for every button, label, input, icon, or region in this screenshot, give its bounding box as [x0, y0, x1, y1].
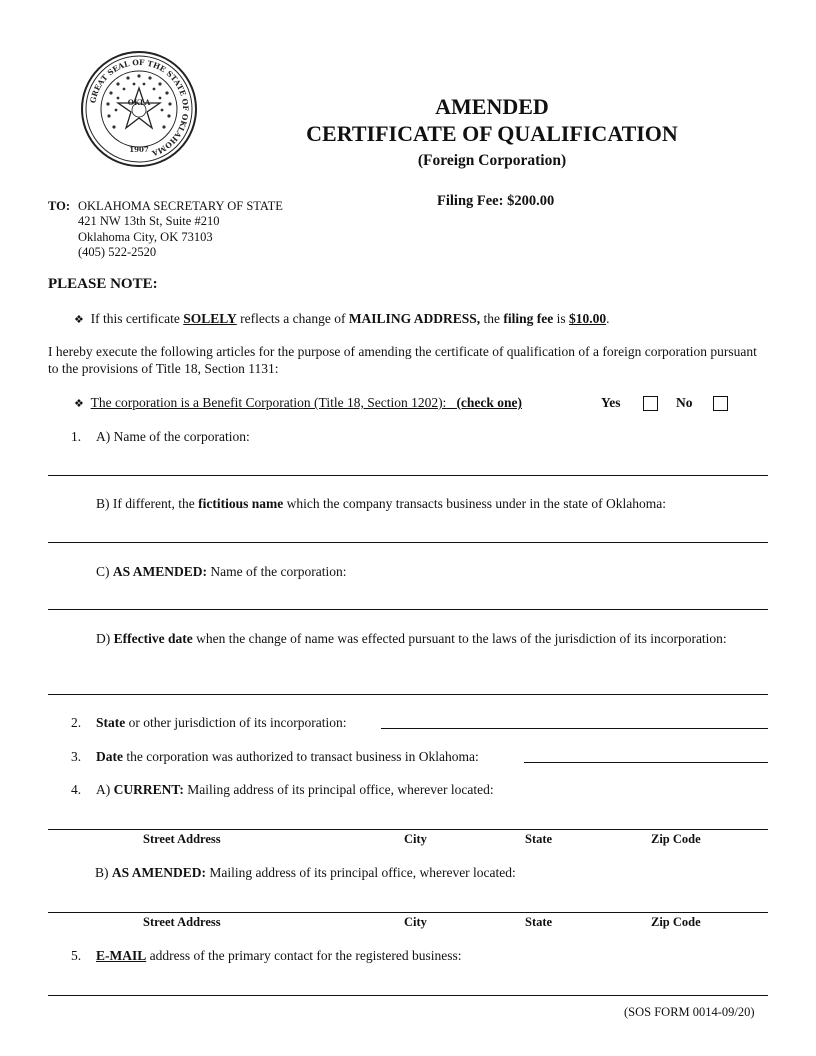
- item-2-number: 2.: [71, 715, 82, 730]
- current-city-header: City: [404, 832, 427, 846]
- amended-address-field[interactable]: [48, 912, 768, 913]
- item-5-label: E-MAIL address of the primary contact for the registered business:: [96, 948, 462, 963]
- form-id: (SOS FORM 0014-09/20): [624, 1005, 755, 1019]
- item-1b-label: B) If different, the fictitious name which the company transacts business under in the state of Oklahoma:: [96, 496, 666, 511]
- please-note-heading: PLEASE NOTE:: [48, 276, 158, 292]
- diamond-bullet-icon: ❖: [74, 398, 84, 410]
- title-amended: AMENDED: [435, 94, 549, 119]
- benefit-corporation-question: ❖ The corporation is a Benefit Corporation (Title 18, Section 1202): (check one): [74, 395, 523, 410]
- no-checkbox[interactable]: [713, 396, 728, 411]
- fictitious-name-field[interactable]: [48, 542, 768, 543]
- yes-checkbox[interactable]: [643, 396, 658, 411]
- amended-city-header: City: [404, 915, 427, 929]
- to-label: TO:: [48, 199, 70, 213]
- item-1-number: 1.: [71, 429, 82, 444]
- item-4b-label: B) AS AMENDED: Mailing address of its principal office, wherever located:: [95, 865, 516, 880]
- seal-ring-text: GREAT SEAL OF THE STATE OF OKLAHOMA: [88, 57, 191, 158]
- item-3-label: Date the corporation was authorized to transact business in Oklahoma:: [96, 749, 479, 764]
- amended-name-field[interactable]: [48, 609, 768, 610]
- item-1c-label: C) AS AMENDED: Name of the corporation:: [96, 564, 347, 579]
- amended-zip-header: Zip Code: [651, 915, 701, 929]
- title-subtitle: (Foreign Corporation): [417, 152, 567, 169]
- note-line: ❖ If this certificate SOLELY reflects a change of MAILING ADDRESS, the filing fee is $10.00.: [74, 311, 610, 326]
- to-line-1: OKLAHOMA SECRETARY OF STATE: [78, 199, 283, 213]
- seal-year: 1907: [129, 145, 149, 154]
- current-address-field[interactable]: [48, 829, 768, 830]
- seal-center-text: OKLA: [127, 98, 151, 107]
- amended-street-header: Street Address: [143, 915, 221, 929]
- item-4a-label: A) CURRENT: Mailing address of its principal office, wherever located:: [96, 782, 494, 797]
- effective-date-field[interactable]: [48, 694, 768, 695]
- to-line-2: 421 NW 13th St, Suite #210: [78, 214, 220, 228]
- to-line-3: Oklahoma City, OK 73103: [78, 230, 213, 244]
- to-line-4: (405) 522-2520: [78, 245, 157, 259]
- state-jurisdiction-field[interactable]: [381, 728, 768, 729]
- current-state-header: State: [525, 832, 553, 846]
- filing-fee: Filing Fee: $200.00: [437, 193, 555, 209]
- corporation-name-field[interactable]: [48, 475, 768, 476]
- amended-state-header: State: [525, 915, 553, 929]
- current-zip-header: Zip Code: [651, 832, 701, 846]
- item-1d-label: D) Effective date when the change of name was effected pursuant to the laws of the jurisdiction of its incorporation:: [96, 631, 727, 646]
- current-street-header: Street Address: [143, 832, 221, 846]
- item-5-number: 5.: [71, 948, 82, 963]
- yes-label: Yes: [601, 395, 621, 410]
- no-label: No: [676, 395, 693, 410]
- email-field[interactable]: [48, 995, 768, 996]
- item-1a-label: A) Name of the corporation:: [96, 429, 250, 444]
- authorization-date-field[interactable]: [524, 762, 768, 763]
- item-3-number: 3.: [71, 749, 82, 764]
- diamond-bullet-icon: ❖: [74, 314, 84, 326]
- item-4-number: 4.: [71, 782, 82, 797]
- title-certificate: CERTIFICATE OF QUALIFICATION: [306, 121, 678, 146]
- intro-paragraph: I hereby execute the following articles for the purpose of amending the certificate of qualification of a foreign corporation pursuant to the provisions of Title 18, Section 1131:: [48, 344, 757, 376]
- item-2-label: State or other jurisdiction of its incorporation:: [96, 715, 347, 730]
